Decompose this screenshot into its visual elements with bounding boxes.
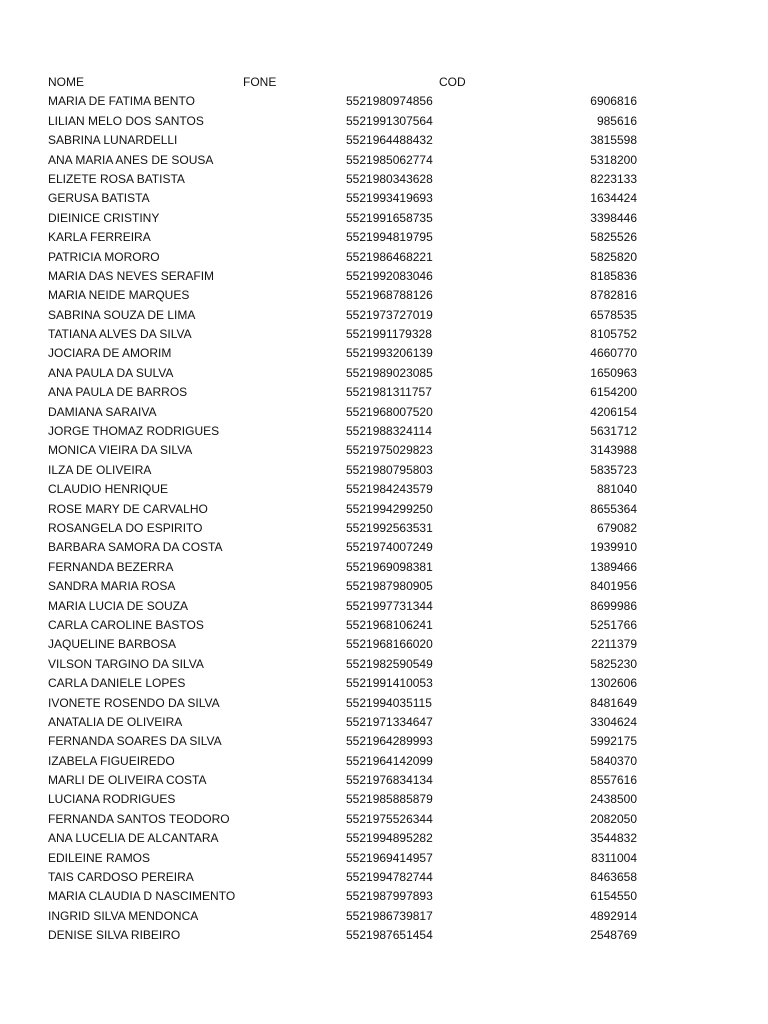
cell-fone: 5521994299250 [346,501,433,516]
cell-fone: 5521969414957 [346,850,433,865]
cell-fone: 5521991307564 [346,113,433,128]
table-row [48,228,648,247]
cell-fone: 5521993419693 [346,191,433,206]
cell-nome: SABRINA SOUZA DE LIMA [48,307,196,322]
cell-cod: 6906816 [590,94,637,109]
cell-cod: 5840370 [590,753,637,768]
table-row [48,577,648,596]
cell-nome: CARLA DANIELE LOPES [48,676,186,691]
cell-cod: 1939910 [590,540,637,555]
cell-cod: 679082 [596,520,637,535]
table-row [48,538,648,557]
cell-cod: 8481649 [590,695,637,710]
table-row [48,403,648,422]
cell-cod: 5825230 [590,656,637,671]
table-row [48,344,648,363]
table-row [48,92,648,111]
cell-nome: MARIA LUCIA DE SOUZA [48,598,189,613]
cell-fone: 5521989023085 [346,365,433,380]
cell-nome: MARIA DAS NEVES SERAFIM [48,268,215,283]
table-row [48,383,648,402]
cell-nome: IVONETE ROSENDO DA SILVA [48,695,220,710]
cell-cod: 3815598 [590,133,637,148]
table-row [48,926,648,945]
cell-cod: 3398446 [590,210,637,225]
cell-nome: MARLI DE OLIVEIRA COSTA [48,773,207,788]
table-row [48,752,648,771]
cell-cod: 5992175 [590,734,637,749]
cell-nome: INGRID SILVA MENDONCA [48,908,199,923]
cell-cod: 6578535 [590,307,637,322]
cell-nome: ANA MARIA ANES DE SOUSA [48,152,214,167]
cell-cod: 3143988 [590,443,637,458]
cell-fone: 5521992083046 [346,268,433,283]
cell-cod: 5318200 [590,152,637,167]
table-row [48,732,648,751]
cell-fone: 5521993206139 [346,346,433,361]
cell-cod: 8655364 [590,501,637,516]
cell-nome: DIEINICE CRISTINY [48,210,160,225]
header-nome: NOME [48,75,84,89]
cell-nome: MARIA CLAUDIA D NASCIMENTO [48,889,236,904]
cell-nome: DAMIANA SARAIVA [48,404,157,419]
cell-nome: JORGE THOMAZ RODRIGUES [48,424,220,439]
cell-nome: CARLA CAROLINE BASTOS [48,617,204,632]
table-row [48,500,648,519]
cell-nome: ELIZETE ROSA BATISTA [48,171,185,186]
cell-fone: 5521968007520 [346,404,433,419]
cell-fone: 5521964289993 [346,734,433,749]
table-row [48,189,648,208]
cell-fone: 5521974007249 [346,540,433,555]
cell-cod: 8463658 [590,870,637,885]
table-row [48,325,648,344]
cell-nome: VILSON TARGINO DA SILVA [48,656,204,671]
cell-cod: 1389466 [590,559,637,574]
cell-fone: 5521994895282 [346,831,433,846]
table-row [48,441,648,460]
cell-cod: 5825820 [590,249,637,264]
table-row [48,907,648,926]
cell-fone: 5521986468221 [346,249,433,264]
table-row [48,694,648,713]
cell-nome: BARBARA SAMORA DA COSTA [48,540,223,555]
cell-nome: LILIAN MELO DOS SANTOS [48,113,204,128]
cell-cod: 8105752 [590,327,637,342]
table-row [48,597,648,616]
cell-nome: LUCIANA RODRIGUES [48,792,176,807]
cell-nome: FERNANDA SOARES DA SILVA [48,734,222,749]
cell-nome: MARIA DE FATIMA BENTO [48,94,195,109]
cell-fone: 5521968788126 [346,288,433,303]
cell-nome: ANATALIA DE OLIVEIRA [48,714,183,729]
table-row [48,810,648,829]
table-row [48,151,648,170]
cell-fone: 5521971334647 [346,714,433,729]
cell-fone: 5521985885879 [346,792,433,807]
cell-fone: 5521969098381 [346,559,433,574]
cell-nome: ILZA DE OLIVEIRA [48,462,152,477]
table-row [48,713,648,732]
cell-cod: 5825526 [590,230,637,245]
cell-nome: EDILEINE RAMOS [48,850,151,865]
table-row [48,286,648,305]
cell-cod: 881040 [596,482,637,497]
cell-nome: CLAUDIO HENRIQUE [48,482,169,497]
cell-fone: 5521968166020 [346,637,433,652]
table-body [48,92,648,945]
cell-cod: 5251766 [590,617,637,632]
cell-nome: GERUSA BATISTA [48,191,150,206]
cell-fone: 5521986739817 [346,908,433,923]
cell-cod: 4660770 [590,346,637,361]
cell-cod: 8311004 [591,850,637,865]
cell-nome: ANA PAULA DE BARROS [48,385,188,400]
cell-fone: 5521973727019 [346,307,433,322]
cell-cod: 8401956 [590,579,637,594]
cell-cod: 3544832 [590,831,637,846]
cell-fone: 5521992563531 [346,520,433,535]
cell-cod: 2438500 [590,792,637,807]
table-row [48,790,648,809]
cell-nome: JOCIARA DE AMORIM [48,346,172,361]
cell-nome: SANDRA MARIA ROSA [48,579,176,594]
cell-fone: 5521991179328 [346,327,432,342]
cell-fone: 5521976834134 [346,773,433,788]
cell-fone: 5521987980905 [346,579,433,594]
table-row [48,519,648,538]
cell-nome: MONICA VIEIRA DA SILVA [48,443,193,458]
header-row [48,73,648,92]
cell-fone: 5521984243579 [346,482,433,497]
cell-nome: IZABELA FIGUEIREDO [48,753,175,768]
cell-fone: 5521994819795 [346,230,433,245]
cell-fone: 5521987997893 [346,889,433,904]
cell-cod: 2082050 [590,811,637,826]
cell-cod: 1634424 [590,191,637,206]
cell-fone: 5521968106241 [346,617,433,632]
cell-nome: FERNANDA SANTOS TEODORO [48,811,230,826]
table-row [48,364,648,383]
cell-cod: 1650963 [590,365,637,380]
cell-cod: 8185836 [590,268,637,283]
cell-fone: 5521980795803 [346,462,433,477]
table-row [48,829,648,848]
cell-fone: 5521975526344 [346,811,433,826]
cell-cod: 8557616 [590,773,637,788]
table-row [48,674,648,693]
cell-fone: 5521980343628 [346,171,433,186]
table-row [48,170,648,189]
cell-nome: ROSE MARY DE CARVALHO [48,501,208,516]
cell-cod: 4206154 [590,404,637,419]
table-row [48,771,648,790]
cell-nome: FERNANDA BEZERRA [48,559,174,574]
cell-cod: 6154550 [590,889,637,904]
cell-nome: ANA PAULA DA SULVA [48,365,174,380]
header-cod: COD [439,75,466,89]
table-row [48,849,648,868]
table-row [48,209,648,228]
cell-fone: 5521985062774 [346,152,433,167]
cell-cod: 2548769 [590,928,637,943]
cell-cod: 3304624 [590,714,637,729]
table-row [48,480,648,499]
table-row [48,461,648,480]
cell-cod: 8782816 [590,288,637,303]
cell-cod: 5631712 [590,424,637,439]
cell-fone: 5521994035115 [346,695,432,710]
cell-cod: 2211379 [591,637,637,652]
cell-nome: DENISE SILVA RIBEIRO [48,928,181,943]
cell-nome: TATIANA ALVES DA SILVA [48,327,192,342]
cell-fone: 5521981311757 [346,385,432,400]
cell-cod: 8699986 [590,598,637,613]
table-row [48,422,648,441]
cell-cod: 4892914 [590,908,637,923]
cell-fone: 5521964142099 [346,753,433,768]
cell-fone: 5521982590549 [346,656,433,671]
table-row [48,635,648,654]
header-fone: FONE [243,75,277,89]
cell-cod: 985616 [596,113,637,128]
table-row [48,558,648,577]
cell-nome: SABRINA LUNARDELLI [48,133,178,148]
cell-fone: 5521964488432 [346,133,433,148]
table-row [48,112,648,131]
cell-nome: TAIS CARDOSO PEREIRA [48,870,194,885]
cell-fone: 5521987651454 [346,928,433,943]
cell-cod: 8223133 [590,171,637,186]
cell-cod: 6154200 [590,385,637,400]
cell-fone: 5521988324114 [346,424,432,439]
table-row [48,616,648,635]
table-row [48,267,648,286]
table-row [48,868,648,887]
table-row [48,887,648,906]
table-row [48,248,648,267]
cell-nome: MARIA NEIDE MARQUES [48,288,190,303]
cell-nome: ROSANGELA DO ESPIRITO [48,520,203,535]
cell-fone: 5521997731344 [346,598,433,613]
cell-fone: 5521991658735 [346,210,433,225]
table-row [48,131,648,150]
cell-nome: JAQUELINE BARBOSA [48,637,177,652]
cell-nome: KARLA FERREIRA [48,230,151,245]
cell-cod: 5835723 [590,462,637,477]
cell-fone: 5521975029823 [346,443,433,458]
table-row [48,655,648,674]
cell-cod: 1302606 [590,676,637,691]
cell-fone: 5521991410053 [346,676,433,691]
cell-fone: 5521994782744 [346,870,433,885]
cell-fone: 5521980974856 [346,94,433,109]
cell-nome: ANA LUCELIA DE ALCANTARA [48,831,219,846]
contact-table [48,73,648,946]
cell-nome: PATRICIA MORORO [48,249,160,264]
table-row [48,306,648,325]
